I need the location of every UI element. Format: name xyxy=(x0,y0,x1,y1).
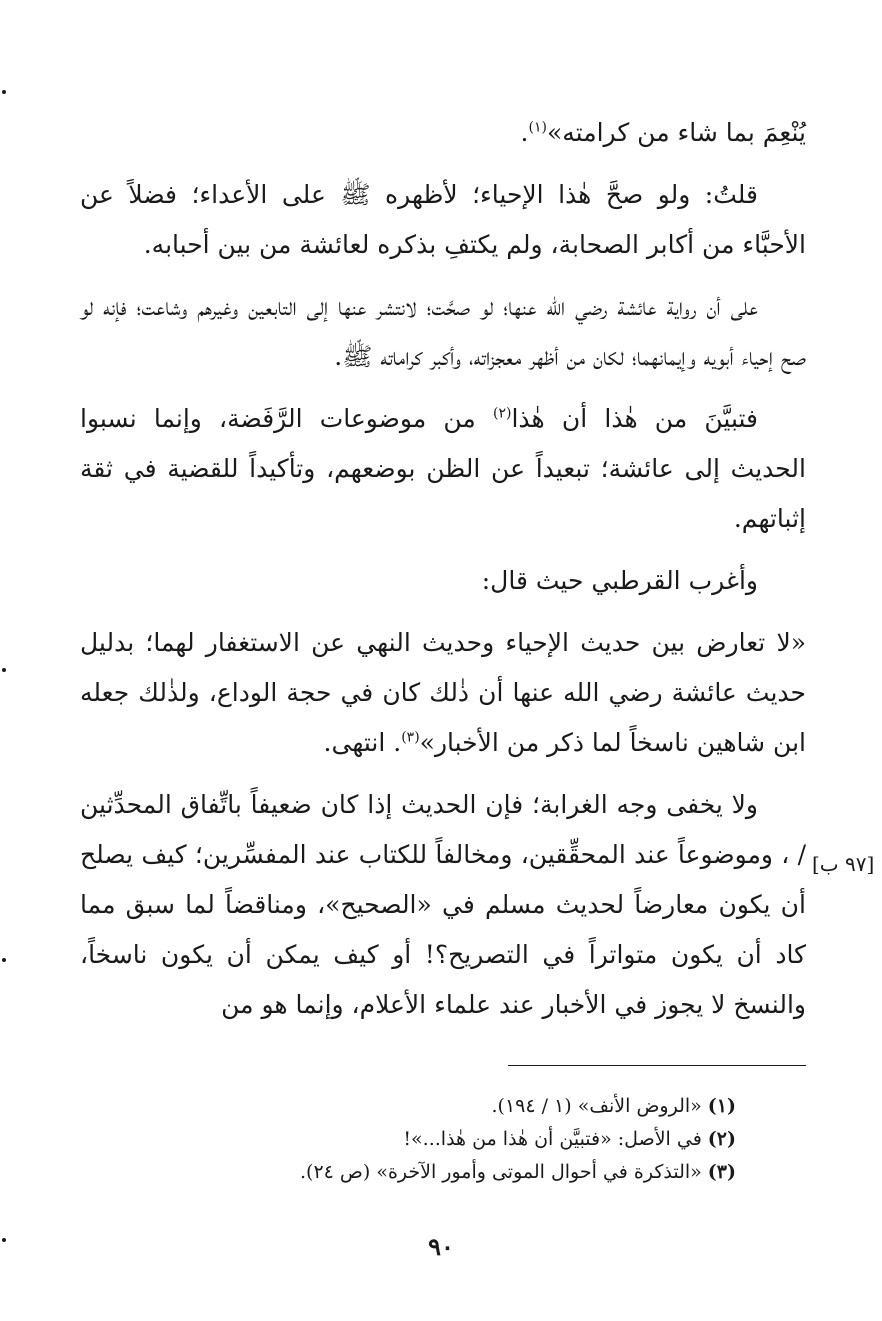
paragraph-1: يُنْعِمَ بما شاء من كرامته»$^{(١)}$. xyxy=(520,118,806,147)
footnote-text: «التذكرة في أحوال الموتى وأمور الآخرة» (ص ٢٤). xyxy=(299,1161,702,1183)
footnote-number: (٢) xyxy=(707,1128,736,1150)
footnote-1 xyxy=(200,1090,736,1123)
footnote-2 xyxy=(200,1123,736,1156)
paragraph-6-quote: «لا تعارض بين حديث الإحياء وحديث النهي عن الاستغفار لهما؛ بدليل حديث عائشة رضي الله عنها أن ذٰلك كان في حجة الوداع، ولذٰلك جعله ابن شاهين ناسخاً لما ذكر من الأخبار»$^{(٣)}$. انتهى. xyxy=(80,628,806,757)
left-edge-mark-top xyxy=(2,90,6,94)
footnote-ref-2: (٢) xyxy=(493,405,512,422)
footnote-text: في الأصل: «فتبيَّن أن هٰذا من هٰذا...»! xyxy=(403,1128,702,1150)
paragraph-2: قلتُ: ولو صحَّ هٰذا الإحياء؛ لأظهره ﷺ على الأعداء؛ فضلاً عن الأحبَّاء من أكابر الصحابة، ولم يكتفِ بذكره لعائشة من بين أحبابه. xyxy=(80,180,806,259)
footnote-ref-3: (٣) xyxy=(401,729,420,746)
footnote-3 xyxy=(200,1156,736,1189)
footnote-separator xyxy=(508,1065,806,1066)
paragraph-4: فتبيَّنَ من هٰذا أن هٰذا$^{(٢)}$ من موضوعات الرَّفَضة، وإنما نسبوا الحديث إلى عائشة؛ تبعيداً عن الظن بوضعهم، وتأكيداً للقضية في ثقة إثباتهم. xyxy=(80,404,806,533)
footnotes-section xyxy=(200,1090,736,1189)
footnote-number: (٣) xyxy=(707,1161,736,1183)
paragraph-7: ولا يخفى وجه الغرابة؛ فإن الحديث إذا كان ضعيفاً باتِّفاق المحدِّثين / ، وموضوعاً عند المحقِّقين، ومخالفاً للكتاب عند المفسِّرين؛ كيف يصلح أن يكون معارضاً لحديث مسلم في «الصحيح»، ومناقضاً لما سبق مما كاد أن يكون متواتراً في التصريح؟! أو كيف يمكن أن يكون ناسخاً، والنسخ لا يجوز في الأخبار عند علماء الأعلام، وإنما هو من xyxy=(80,790,806,1019)
paragraph-3: على أن رواية عائشة رضي الله عنها؛ لو صحَّت؛ لانتشر عنها إلى التابعين وغيرهم وشاعت؛ فإنه لو صح إحياء أبويه وإيمانهما؛ لكان من أظهر معجزاته، وأكبر كراماته ﷺ. xyxy=(80,292,806,371)
left-edge-mark-lower xyxy=(2,958,6,962)
paragraph-5: وأغرب القرطبي حيث قال: xyxy=(481,566,758,595)
footnote-number: (١) xyxy=(707,1095,736,1117)
left-edge-mark-middle xyxy=(2,668,6,672)
footnote-text: «الروض الأنف» (١ / ١٩٤). xyxy=(491,1095,702,1117)
page-number: ٩٠ xyxy=(428,1232,454,1261)
footnote-ref-1: (١) xyxy=(528,119,547,136)
main-text xyxy=(80,108,806,1042)
manuscript-folio-marker: [٩٧ ب] xyxy=(812,852,875,876)
